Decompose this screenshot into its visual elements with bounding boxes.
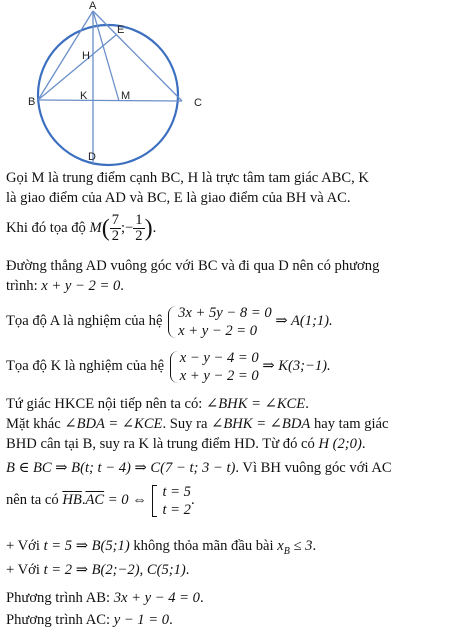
fraction-1-2: $\frac{1}{2}$ <box>135 212 143 245</box>
equation-AD: x + y − 2 = 0 <box>41 278 121 294</box>
line-14: + Với t = 2 ⇒ B(2;−2), C(5;1). <box>6 562 190 578</box>
line-2: là giao điểm của AD và BC, E là giao điểm của BH và AC. <box>6 190 351 206</box>
point-label-C: C <box>194 97 202 109</box>
point-label-A: A <box>89 0 97 12</box>
line-1: Gọi M là trung điểm cạnh BC, H là trực tâm tam giác ABC, K <box>6 170 369 186</box>
vector-AC: $\overline{AC}$ <box>85 492 105 508</box>
line-6: Tọa độ A là nghiệm của hệ 3x + 5y − 8 = 0 x + y − 2 = 0 ⇒ A(1;1). <box>6 304 333 339</box>
system-K: x − y − 4 = 0 x + y − 2 = 0 <box>170 349 259 385</box>
solution-t: t = 5 t = 2 <box>152 483 191 519</box>
system-A: 3x + 5y − 8 = 0 x + y − 2 = 0 <box>168 304 272 340</box>
line-7: Tọa độ K là nghiệm của hệ x − y − 4 = 0 x + y − 2 = 0 ⇒ K(3;−1). <box>6 349 331 384</box>
line-4: Đường thẳng AD vuông góc với BC và đi qua D nên có phương <box>6 258 380 274</box>
line-5: trình: x + y − 2 = 0. <box>6 278 124 294</box>
point-label-D: D <box>88 151 96 163</box>
fraction-7-2: $\frac{7}{2}$ <box>111 212 119 245</box>
point-M-name: M <box>89 220 102 236</box>
segment-BE <box>38 35 116 100</box>
point-label-E: E <box>117 24 125 36</box>
line-11: B ∈ BC ⇒ B(t; t − 4) ⇒ C(7 − t; 3 − t). Vì BH vuông góc với AC <box>6 460 392 476</box>
line-15: Phương trình AB: 3x + y − 4 = 0. <box>6 590 204 606</box>
line-12: nên ta có $\overline{HB}.\overline{AC} = 0$ ⇔ t = 5 t = 2 . <box>6 483 195 518</box>
point-label-B: B <box>28 96 36 108</box>
circumcircle <box>38 25 178 165</box>
result-K: ⇒ K(3;−1). <box>262 358 331 374</box>
point-label-K: K <box>80 90 88 102</box>
line-10: BHD cân tại B, suy ra K là trung điểm HD. Từ đó có H (2;0). <box>6 436 366 452</box>
line-9: Mặt khác ∠BDA = ∠KCE. Suy ra ∠BHK = ∠BDA hay tam giác <box>6 416 389 432</box>
vector-HB: $\overline{HB}$ <box>62 492 82 508</box>
line-16: Phương trình AC: y − 1 = 0. <box>6 612 173 628</box>
line-13: + Với t = 5 ⇒ B(5;1) không thỏa mãn đầu bài $x_B \le 3$. <box>6 538 317 557</box>
result-A: ⇒ A(1;1). <box>275 313 333 329</box>
point-label-M: M <box>121 90 131 102</box>
line-3-text: Khi đó tọa độ <box>6 220 86 236</box>
line-3: Khi đó tọa độ M( $\frac{7}{2}$ ;− $\frac{1}{2}$ ). <box>6 212 157 245</box>
segment-BC <box>38 100 182 101</box>
geometry-figure <box>0 0 460 168</box>
point-label-H: H <box>82 50 90 62</box>
line-8: Tứ giác HKCE nội tiếp nên ta có: ∠BHK = ∠KCE. <box>6 396 309 412</box>
